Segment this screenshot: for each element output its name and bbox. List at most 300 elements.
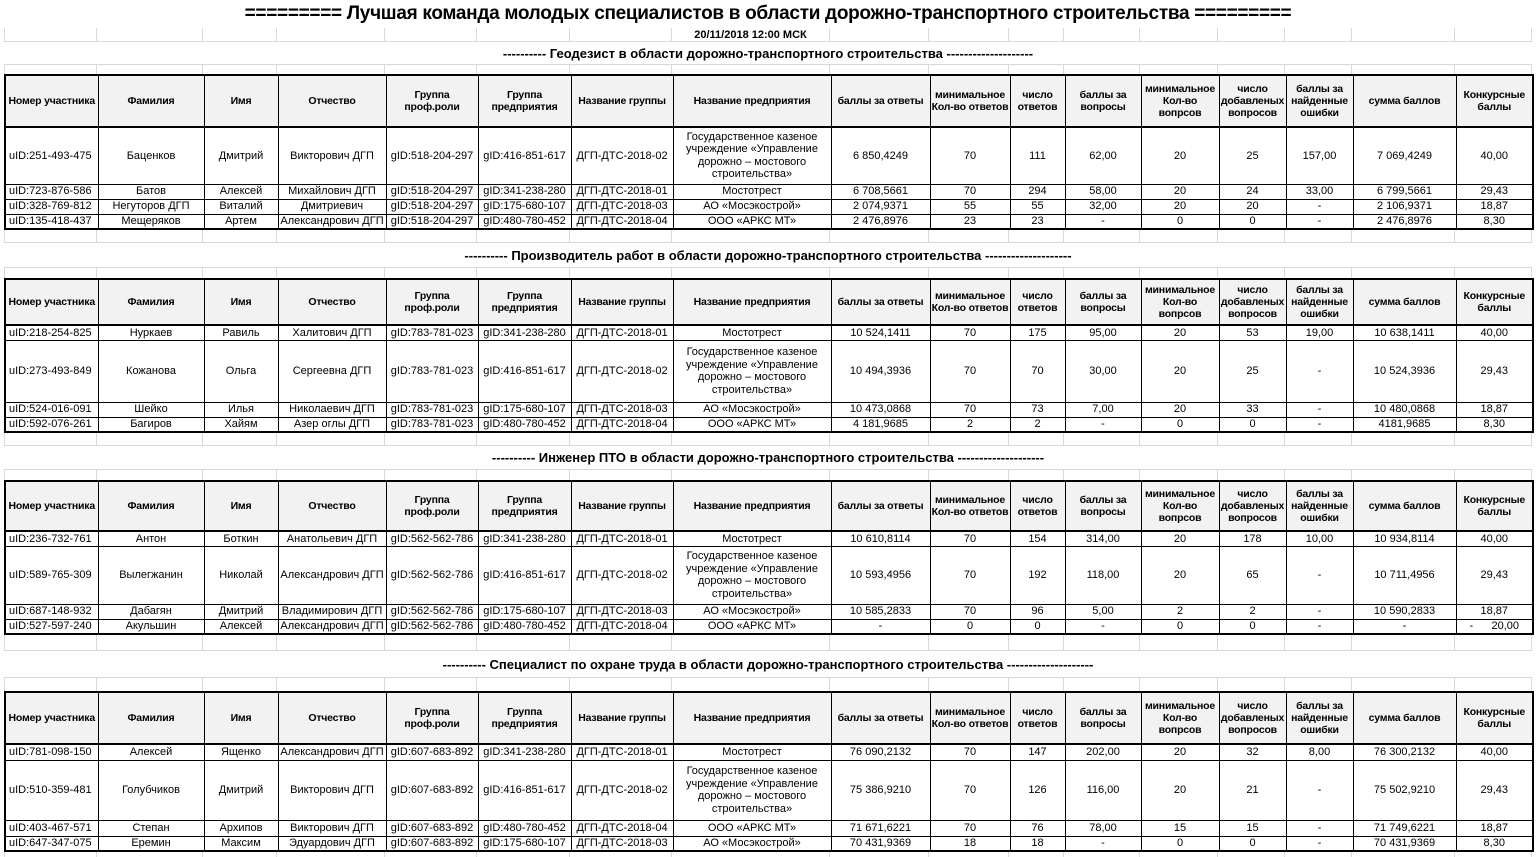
cell[interactable]: 10 638,1411 [1353, 325, 1456, 340]
cell[interactable]: Государственное казеное учреждение «Управление дорожно – мостового строительства» [673, 340, 831, 402]
cell[interactable]: 75 502,9210 [1353, 760, 1456, 820]
column-header[interactable]: Фамилия [98, 279, 204, 325]
cell[interactable]: uID:592-076-261 [5, 417, 98, 432]
cell[interactable]: 32,00 [1065, 199, 1141, 214]
cell[interactable]: uID:236-732-761 [5, 531, 98, 546]
column-header[interactable]: Отчество [278, 481, 386, 531]
cell[interactable]: Дабагян [98, 604, 204, 619]
cell[interactable]: gID:480-780-452 [478, 214, 571, 229]
cell[interactable]: Дмитрий [204, 604, 278, 619]
cell[interactable]: uID:135-418-437 [5, 214, 98, 229]
cell[interactable]: Анатольевич ДГП [278, 531, 386, 546]
column-header[interactable]: Группа проф.роли [386, 279, 478, 325]
cell[interactable]: 0 [930, 619, 1010, 634]
cell[interactable]: 10 934,8114 [1353, 531, 1456, 546]
cell[interactable]: 18,87 [1456, 402, 1533, 417]
column-header[interactable]: Отчество [278, 75, 386, 127]
cell[interactable]: 10 590,2833 [1353, 604, 1456, 619]
column-header[interactable]: число добавленых вопросов [1219, 481, 1286, 531]
cell[interactable]: Голубчиков [98, 760, 204, 820]
cell[interactable]: 20 [1141, 402, 1219, 417]
cell[interactable]: Нуркаев [98, 325, 204, 340]
column-header[interactable]: баллы за найденные ошибки [1286, 75, 1353, 127]
cell[interactable]: 32 [1219, 744, 1286, 760]
cell[interactable]: uID:589-765-309 [5, 546, 98, 604]
cell[interactable]: ДГП-ДТС-2018-02 [571, 340, 673, 402]
cell[interactable]: 2 [1219, 604, 1286, 619]
cell[interactable]: 25 [1219, 340, 1286, 402]
cell[interactable]: 154 [1010, 531, 1065, 546]
column-header[interactable]: баллы за найденные ошибки [1286, 481, 1353, 531]
cell[interactable]: 23 [930, 214, 1010, 229]
column-header[interactable]: баллы за ответы [831, 75, 930, 127]
cell[interactable]: 18 [930, 836, 1010, 851]
cell[interactable]: 10 593,4956 [831, 546, 930, 604]
column-header[interactable]: сумма баллов [1353, 481, 1456, 531]
cell[interactable]: 314,00 [1065, 531, 1141, 546]
column-header[interactable]: Номер участника [5, 481, 98, 531]
column-header[interactable]: число ответов [1010, 75, 1065, 127]
cell[interactable]: Ольга [204, 340, 278, 402]
cell[interactable]: uID:251-493-475 [5, 127, 98, 184]
cell[interactable]: Баценков [98, 127, 204, 184]
column-header[interactable]: минимальное Кол-во вопрсов [1141, 75, 1219, 127]
cell[interactable]: 0 [1219, 417, 1286, 432]
cell[interactable]: gID:562-562-786 [386, 604, 478, 619]
cell[interactable]: - [1286, 820, 1353, 836]
cell[interactable]: Азер оглы ДГП [278, 417, 386, 432]
timestamp[interactable]: 20/11/2018 12:00 МСК [694, 28, 807, 41]
cell[interactable]: Николай [204, 546, 278, 604]
cell[interactable]: Архипов [204, 820, 278, 836]
cell[interactable]: 70 [930, 531, 1010, 546]
cell[interactable]: gID:341-238-280 [478, 744, 571, 760]
cell[interactable]: ДГП-ДТС-2018-01 [571, 325, 673, 340]
column-header[interactable]: число добавленых вопросов [1219, 75, 1286, 127]
cell[interactable]: 116,00 [1065, 760, 1141, 820]
cell[interactable]: 76 300,2132 [1353, 744, 1456, 760]
cell[interactable]: Владимирович ДГП [278, 604, 386, 619]
cell[interactable]: Александрович ДГП [278, 546, 386, 604]
cell[interactable]: 20 [1141, 546, 1219, 604]
cell[interactable]: 40,00 [1456, 531, 1533, 546]
cell[interactable]: 20 [1141, 184, 1219, 199]
cell[interactable]: Дмитриевич [278, 199, 386, 214]
cell[interactable]: gID:175-680-107 [478, 604, 571, 619]
cell[interactable]: Алексей [204, 619, 278, 634]
cell[interactable]: - [1353, 619, 1456, 634]
cell[interactable]: Халитович ДГП [278, 325, 386, 340]
column-header[interactable]: Группа проф.роли [386, 692, 478, 744]
column-header[interactable]: баллы за найденные ошибки [1286, 692, 1353, 744]
cell[interactable]: 29,43 [1456, 340, 1533, 402]
cell[interactable]: gID:341-238-280 [478, 531, 571, 546]
column-header[interactable]: Группа проф.роли [386, 481, 478, 531]
cell[interactable]: gID:175-680-107 [478, 402, 571, 417]
cell[interactable]: 10 524,1411 [831, 325, 930, 340]
cell[interactable]: Акульшин [98, 619, 204, 634]
cell[interactable]: ДГП-ДТС-2018-02 [571, 546, 673, 604]
cell[interactable]: 15 [1141, 820, 1219, 836]
column-header[interactable]: Название группы [571, 75, 673, 127]
cell[interactable]: 10,00 [1286, 531, 1353, 546]
cell[interactable]: gID:783-781-023 [386, 402, 478, 417]
cell[interactable]: - 20,00 [1456, 619, 1533, 634]
cell[interactable]: 29,43 [1456, 760, 1533, 820]
cell[interactable]: Максим [204, 836, 278, 851]
column-header[interactable]: Номер участника [5, 279, 98, 325]
column-header[interactable]: минимальное Кол-во вопрсов [1141, 481, 1219, 531]
column-header[interactable]: баллы за ответы [831, 481, 930, 531]
cell[interactable]: - [831, 619, 930, 634]
cell[interactable]: uID:647-347-075 [5, 836, 98, 851]
column-header[interactable]: минимальное Кол-во ответов [930, 279, 1010, 325]
cell[interactable]: gID:607-683-892 [386, 760, 478, 820]
cell[interactable]: 71 749,6221 [1353, 820, 1456, 836]
cell[interactable]: 157,00 [1286, 127, 1353, 184]
cell[interactable]: - [1065, 619, 1141, 634]
cell[interactable]: uID:328-769-812 [5, 199, 98, 214]
cell[interactable]: ДГП-ДТС-2018-01 [571, 744, 673, 760]
column-header[interactable]: сумма баллов [1353, 279, 1456, 325]
cell[interactable]: 76 090,2132 [831, 744, 930, 760]
cell[interactable]: 294 [1010, 184, 1065, 199]
cell[interactable]: 55 [930, 199, 1010, 214]
cell[interactable]: 40,00 [1456, 127, 1533, 184]
cell[interactable]: 25 [1219, 127, 1286, 184]
cell[interactable]: gID:783-781-023 [386, 325, 478, 340]
cell[interactable]: 58,00 [1065, 184, 1141, 199]
cell[interactable]: 70 431,9369 [1353, 836, 1456, 851]
cell[interactable]: 18 [1010, 836, 1065, 851]
cell[interactable]: gID:518-204-297 [386, 199, 478, 214]
column-header[interactable]: число ответов [1010, 279, 1065, 325]
cell[interactable]: - [1286, 546, 1353, 604]
column-header[interactable]: баллы за вопросы [1065, 692, 1141, 744]
cell[interactable]: gID:480-780-452 [478, 619, 571, 634]
cell[interactable]: 7,00 [1065, 402, 1141, 417]
cell[interactable]: uID:524-016-091 [5, 402, 98, 417]
cell[interactable]: gID:518-204-297 [386, 214, 478, 229]
cell[interactable]: 0 [1141, 836, 1219, 851]
cell[interactable]: 70 [930, 760, 1010, 820]
cell[interactable]: АО «Мосэкострой» [673, 604, 831, 619]
cell[interactable]: 70 [930, 184, 1010, 199]
cell[interactable]: Дмитрий [204, 127, 278, 184]
cell[interactable]: - [1286, 760, 1353, 820]
cell[interactable]: Еремин [98, 836, 204, 851]
cell[interactable]: uID:723-876-586 [5, 184, 98, 199]
cell[interactable]: 0 [1141, 214, 1219, 229]
cell[interactable]: 95,00 [1065, 325, 1141, 340]
cell[interactable]: 33,00 [1286, 184, 1353, 199]
cell[interactable]: Виталий [204, 199, 278, 214]
cell[interactable]: 10 711,4956 [1353, 546, 1456, 604]
column-header[interactable]: Номер участника [5, 692, 98, 744]
cell[interactable]: - [1286, 402, 1353, 417]
cell[interactable]: ДГП-ДТС-2018-04 [571, 820, 673, 836]
column-header[interactable]: Отчество [278, 279, 386, 325]
cell[interactable]: 55 [1010, 199, 1065, 214]
cell[interactable]: 0 [1141, 417, 1219, 432]
cell[interactable]: ООО «АРКС МТ» [673, 417, 831, 432]
cell[interactable]: ДГП-ДТС-2018-03 [571, 604, 673, 619]
column-header[interactable]: Название предприятия [673, 481, 831, 531]
cell[interactable]: 5,00 [1065, 604, 1141, 619]
cell[interactable]: uID:218-254-825 [5, 325, 98, 340]
cell[interactable]: 0 [1219, 836, 1286, 851]
cell[interactable]: 40,00 [1456, 744, 1533, 760]
cell[interactable]: 20 [1141, 325, 1219, 340]
cell[interactable]: 20 [1141, 340, 1219, 402]
cell[interactable]: Дмитрий [204, 760, 278, 820]
cell[interactable]: Вылегжанин [98, 546, 204, 604]
cell[interactable]: 70 [1010, 340, 1065, 402]
column-header[interactable]: минимальное Кол-во ответов [930, 481, 1010, 531]
cell[interactable]: - [1286, 214, 1353, 229]
column-header[interactable]: Конкурсные баллы [1456, 481, 1533, 531]
cell[interactable]: 8,30 [1456, 214, 1533, 229]
column-header[interactable]: Группа предприятия [478, 481, 571, 531]
cell[interactable]: 111 [1010, 127, 1065, 184]
cell[interactable]: 19,00 [1286, 325, 1353, 340]
cell[interactable]: Степан [98, 820, 204, 836]
column-header[interactable]: баллы за ответы [831, 692, 930, 744]
cell[interactable]: ООО «АРКС МТ» [673, 619, 831, 634]
cell[interactable]: Шейко [98, 402, 204, 417]
column-header[interactable]: минимальное Кол-во ответов [930, 692, 1010, 744]
cell[interactable]: Боткин [204, 531, 278, 546]
column-header[interactable]: Имя [204, 481, 278, 531]
cell[interactable]: 2 074,9371 [831, 199, 930, 214]
cell[interactable]: 96 [1010, 604, 1065, 619]
column-header[interactable]: Имя [204, 692, 278, 744]
cell[interactable]: 20 [1141, 744, 1219, 760]
cell[interactable]: 175 [1010, 325, 1065, 340]
cell[interactable]: 8,30 [1456, 417, 1533, 432]
cell[interactable]: 0 [1141, 619, 1219, 634]
cell[interactable]: gID:562-562-786 [386, 546, 478, 604]
cell[interactable]: 18,87 [1456, 604, 1533, 619]
column-header[interactable]: Фамилия [98, 692, 204, 744]
cell[interactable]: gID:518-204-297 [386, 184, 478, 199]
cell[interactable]: gID:607-683-892 [386, 744, 478, 760]
column-header[interactable]: Группа предприятия [478, 692, 571, 744]
cell[interactable]: uID:687-148-932 [5, 604, 98, 619]
cell[interactable]: gID:783-781-023 [386, 417, 478, 432]
cell[interactable]: Багиров [98, 417, 204, 432]
column-header[interactable]: Группа предприятия [478, 279, 571, 325]
cell[interactable]: - [1286, 604, 1353, 619]
cell[interactable]: АО «Мосэкострой» [673, 402, 831, 417]
cell[interactable]: 73 [1010, 402, 1065, 417]
cell[interactable]: - [1286, 619, 1353, 634]
cell[interactable]: 2 [930, 417, 1010, 432]
cell[interactable]: 33 [1219, 402, 1286, 417]
cell[interactable]: Викторович ДГП [278, 127, 386, 184]
column-header[interactable]: Отчество [278, 692, 386, 744]
cell[interactable]: 8,30 [1456, 836, 1533, 851]
cell[interactable]: Николаевич ДГП [278, 402, 386, 417]
cell[interactable]: Илья [204, 402, 278, 417]
cell[interactable]: 70 [930, 820, 1010, 836]
cell[interactable]: Государственное казеное учреждение «Управление дорожно – мостового строительства» [673, 546, 831, 604]
cell[interactable]: Александрович ДГП [278, 744, 386, 760]
cell[interactable]: 18,87 [1456, 199, 1533, 214]
column-header[interactable]: минимальное Кол-во вопрсов [1141, 279, 1219, 325]
column-header[interactable]: баллы за ответы [831, 279, 930, 325]
cell[interactable]: gID:175-680-107 [478, 836, 571, 851]
cell[interactable]: gID:518-204-297 [386, 127, 478, 184]
cell[interactable]: - [1065, 417, 1141, 432]
cell[interactable]: gID:607-683-892 [386, 836, 478, 851]
column-header[interactable]: баллы за вопросы [1065, 279, 1141, 325]
column-header[interactable]: сумма баллов [1353, 75, 1456, 127]
cell[interactable]: Викторович ДГП [278, 820, 386, 836]
column-header[interactable]: Фамилия [98, 481, 204, 531]
cell[interactable]: 6 799,5661 [1353, 184, 1456, 199]
cell[interactable]: 2 [1010, 417, 1065, 432]
cell[interactable]: gID:480-780-452 [478, 820, 571, 836]
cell[interactable]: Мостотрест [673, 325, 831, 340]
cell[interactable]: Артем [204, 214, 278, 229]
cell[interactable]: - [1286, 340, 1353, 402]
cell[interactable]: 202,00 [1065, 744, 1141, 760]
cell[interactable]: 78,00 [1065, 820, 1141, 836]
cell[interactable]: 40,00 [1456, 325, 1533, 340]
cell[interactable]: 20 [1141, 531, 1219, 546]
cell[interactable]: gID:562-562-786 [386, 619, 478, 634]
cell[interactable]: Равиль [204, 325, 278, 340]
cell[interactable]: 20 [1141, 199, 1219, 214]
cell[interactable]: gID:607-683-892 [386, 820, 478, 836]
cell[interactable]: - [1286, 199, 1353, 214]
cell[interactable]: - [1286, 417, 1353, 432]
cell[interactable]: ДГП-ДТС-2018-02 [571, 127, 673, 184]
cell[interactable]: Эдуардович ДГП [278, 836, 386, 851]
cell[interactable]: Алексей [98, 744, 204, 760]
cell[interactable]: Михайлович ДГП [278, 184, 386, 199]
cell[interactable]: 8,00 [1286, 744, 1353, 760]
cell[interactable]: АО «Мосэкострой» [673, 836, 831, 851]
cell[interactable]: Мещеряков [98, 214, 204, 229]
cell[interactable]: 0 [1010, 619, 1065, 634]
cell[interactable]: Государственное казеное учреждение «Управление дорожно – мостового строительства» [673, 127, 831, 184]
cell[interactable]: - [1286, 836, 1353, 851]
cell[interactable]: 10 585,2833 [831, 604, 930, 619]
cell[interactable]: 24 [1219, 184, 1286, 199]
cell[interactable]: Антон [98, 531, 204, 546]
cell[interactable]: ДГП-ДТС-2018-02 [571, 760, 673, 820]
column-header[interactable]: Название группы [571, 692, 673, 744]
column-header[interactable]: Название группы [571, 481, 673, 531]
cell[interactable]: 10 494,3936 [831, 340, 930, 402]
column-header[interactable]: Название предприятия [673, 279, 831, 325]
column-header[interactable]: баллы за найденные ошибки [1286, 279, 1353, 325]
cell[interactable]: 10 610,8114 [831, 531, 930, 546]
cell[interactable]: ДГП-ДТС-2018-04 [571, 619, 673, 634]
cell[interactable]: - [1065, 836, 1141, 851]
cell[interactable]: Кожанова [98, 340, 204, 402]
cell[interactable]: Негуторов ДГП [98, 199, 204, 214]
cell[interactable]: 10 473,0868 [831, 402, 930, 417]
column-header[interactable]: Номер участника [5, 75, 98, 127]
cell[interactable]: gID:416-851-617 [478, 546, 571, 604]
cell[interactable]: ДГП-ДТС-2018-03 [571, 836, 673, 851]
column-header[interactable]: число ответов [1010, 692, 1065, 744]
column-header[interactable]: Имя [204, 75, 278, 127]
column-header[interactable]: Группа проф.роли [386, 75, 478, 127]
cell[interactable]: Викторович ДГП [278, 760, 386, 820]
cell[interactable]: 126 [1010, 760, 1065, 820]
column-header[interactable]: Название предприятия [673, 692, 831, 744]
cell[interactable]: gID:783-781-023 [386, 340, 478, 402]
cell[interactable]: ДГП-ДТС-2018-04 [571, 214, 673, 229]
cell[interactable]: 118,00 [1065, 546, 1141, 604]
cell[interactable]: 6 850,4249 [831, 127, 930, 184]
cell[interactable]: gID:341-238-280 [478, 325, 571, 340]
column-header[interactable]: Группа предприятия [478, 75, 571, 127]
cell[interactable]: uID:273-493-849 [5, 340, 98, 402]
cell[interactable]: 30,00 [1065, 340, 1141, 402]
cell[interactable]: 70 [930, 744, 1010, 760]
cell[interactable]: 70 [930, 546, 1010, 604]
cell[interactable]: Мостотрест [673, 184, 831, 199]
column-header[interactable]: Название группы [571, 279, 673, 325]
cell[interactable]: gID:416-851-617 [478, 127, 571, 184]
column-header[interactable]: Конкурсные баллы [1456, 692, 1533, 744]
column-header[interactable]: минимальное Кол-во вопрсов [1141, 692, 1219, 744]
cell[interactable]: ДГП-ДТС-2018-04 [571, 417, 673, 432]
column-header[interactable]: Фамилия [98, 75, 204, 127]
cell[interactable]: 70 [930, 325, 1010, 340]
column-header[interactable]: Название предприятия [673, 75, 831, 127]
cell[interactable]: 6 708,5661 [831, 184, 930, 199]
cell[interactable]: gID:480-780-452 [478, 417, 571, 432]
cell[interactable]: ДГП-ДТС-2018-03 [571, 199, 673, 214]
cell[interactable]: 10 524,3936 [1353, 340, 1456, 402]
cell[interactable]: Сергеевна ДГП [278, 340, 386, 402]
cell[interactable]: Мостотрест [673, 744, 831, 760]
column-header[interactable]: Имя [204, 279, 278, 325]
cell[interactable]: АО «Мосэкострой» [673, 199, 831, 214]
cell[interactable]: 70 [930, 340, 1010, 402]
cell[interactable]: 23 [1010, 214, 1065, 229]
cell[interactable]: 75 386,9210 [831, 760, 930, 820]
cell[interactable]: 53 [1219, 325, 1286, 340]
cell[interactable]: 7 069,4249 [1353, 127, 1456, 184]
cell[interactable]: uID:527-597-240 [5, 619, 98, 634]
cell[interactable]: 0 [1219, 214, 1286, 229]
column-header[interactable]: баллы за вопросы [1065, 481, 1141, 531]
cell[interactable]: 71 671,6221 [831, 820, 930, 836]
cell[interactable]: 2 [1141, 604, 1219, 619]
cell[interactable]: gID:416-851-617 [478, 760, 571, 820]
column-header[interactable]: минимальное Кол-во ответов [930, 75, 1010, 127]
cell[interactable]: Батов [98, 184, 204, 199]
cell[interactable]: - [1065, 214, 1141, 229]
cell[interactable]: 2 476,8976 [1353, 214, 1456, 229]
cell[interactable]: Государственное казеное учреждение «Управление дорожно – мостового строительства» [673, 760, 831, 820]
cell[interactable]: 20 [1141, 760, 1219, 820]
column-header[interactable]: Конкурсные баллы [1456, 279, 1533, 325]
cell[interactable]: Мостотрест [673, 531, 831, 546]
cell[interactable]: 21 [1219, 760, 1286, 820]
cell[interactable]: 192 [1010, 546, 1065, 604]
cell[interactable]: uID:403-467-571 [5, 820, 98, 836]
cell[interactable]: 147 [1010, 744, 1065, 760]
column-header[interactable]: число добавленых вопросов [1219, 279, 1286, 325]
